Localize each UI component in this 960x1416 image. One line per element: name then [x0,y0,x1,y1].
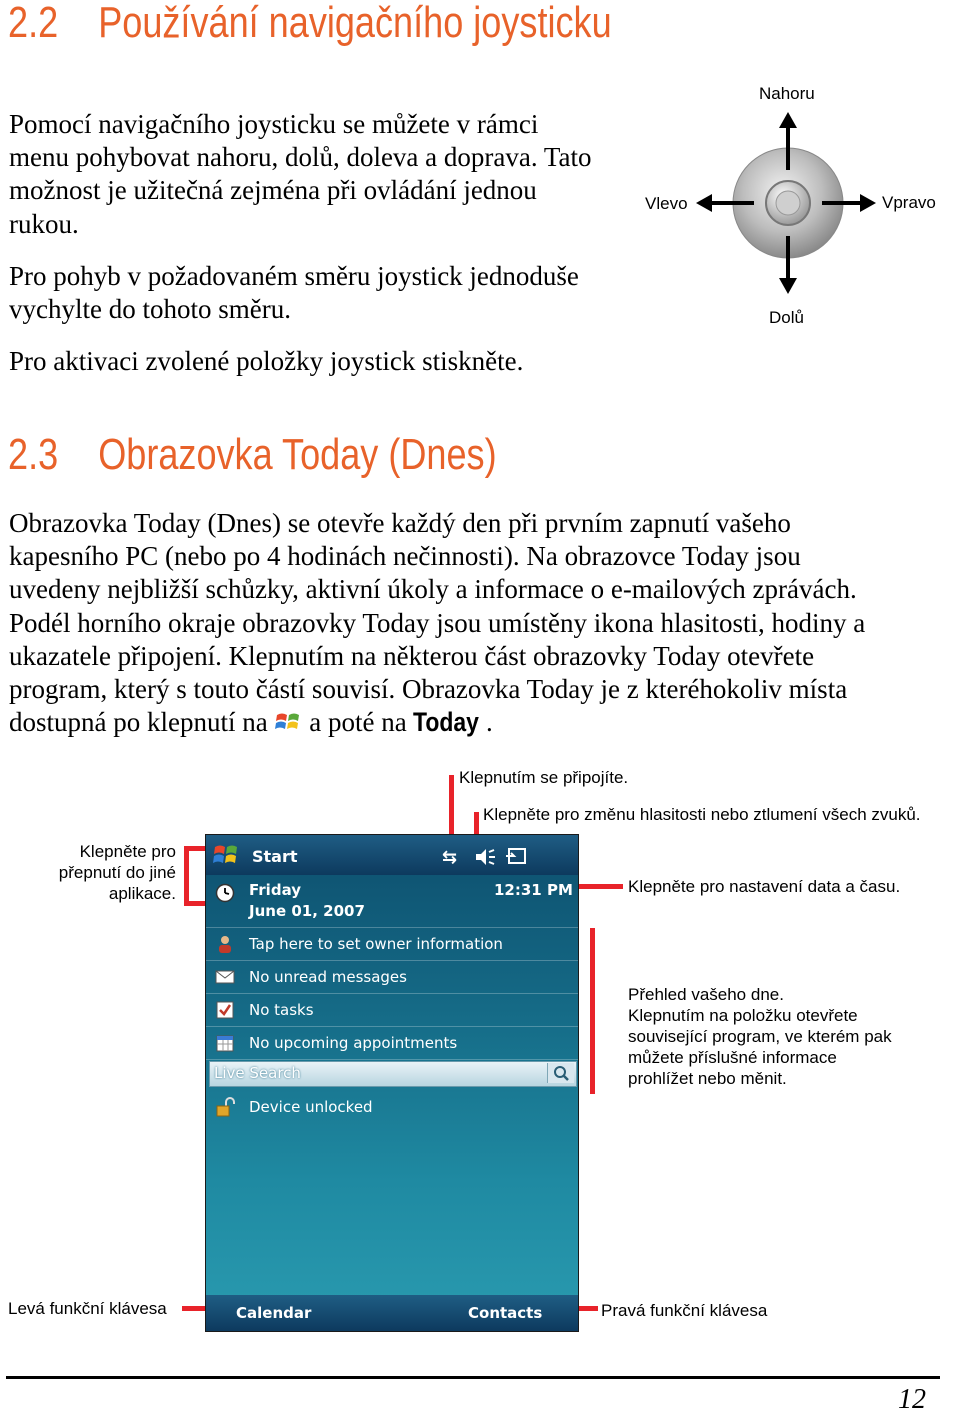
joystick-up-label: Nahoru [759,84,815,103]
text-line: aplikace. [108,884,176,903]
title-bar [206,835,578,875]
callout-datetime: Klepněte pro nastavení data a času. [628,877,901,896]
section-title: Obrazovka Today (Dnes) [98,430,497,479]
email-icon [215,967,235,987]
text-line: uvedeny nejbližší schůzky, aktivní úkoly a informace o e-mailových zprávách. [9,574,857,605]
today-bold-label: Today [413,707,480,738]
text-line: Klepněte pro [79,842,176,861]
section-number: 2.3 [8,430,59,479]
text-fragment: a poté na [309,707,407,738]
callout-right-softkey: Pravá funkční klávesa [601,1301,768,1320]
tasks-row[interactable] [206,994,578,1027]
live-search-label: Live Search [214,1064,301,1082]
softkey-calendar[interactable]: Calendar [236,1304,312,1322]
joystick-diagram [640,78,960,338]
lock-icon [215,1097,235,1117]
text-line: kapesního PC (nebo po 4 hodinách nečinnosti). Na obrazovce Today jsou [9,541,801,572]
today-paragraph [9,507,865,739]
section-heading-2-3 [8,430,497,480]
messages-text: No unread messages [249,968,407,986]
windows-start-icon [274,709,302,735]
callout-left-softkey: Levá funkční klávesa [8,1299,167,1318]
ok-close-icon[interactable] [504,846,528,866]
text-line: Pro pohyb v požadovaném směru joystick jednoduše [9,261,579,291]
text-line: prohlížet nebo měnit. [628,1069,787,1088]
text-line: ukazatele připojení. Klepnutím na některou část obrazovky Today otevřete [9,640,815,671]
callout-line-overview [590,928,595,1094]
text-fragment: . [485,707,493,738]
tasks-text: No tasks [249,1001,314,1019]
joystick-left-label: Vlevo [645,194,688,213]
connectivity-icon[interactable]: ⇆ [442,847,458,868]
time-label[interactable]: 12:31 PM [494,881,573,899]
date-label: June 01, 2007 [249,902,365,920]
callout-connect: Klepnutím se připojíte. [459,768,629,787]
appointments-row[interactable] [206,1027,578,1060]
tasks-icon [215,1000,235,1020]
section-number: 2.2 [8,0,59,47]
section-heading-2-2 [8,0,612,48]
joystick-activate-paragraph: Pro aktivaci zvolené položky joystick stiskněte. [9,346,524,376]
start-label[interactable]: Start [252,847,298,866]
softkey-bar [206,1295,578,1331]
joystick-intro-paragraph [9,108,591,241]
text-line: související program, ve kterém pak [628,1027,892,1046]
text-line: Obrazovka Today (Dnes) se otevře každý den při prvním zapnutí vašeho [9,508,791,538]
text-line: program, který s touto částí souvisí. Obrazovka Today je z kteréhokoliv místa [9,674,848,705]
calendar-icon [215,1033,235,1053]
callout-overview [628,984,892,1089]
joystick-down-label: Dolů [769,308,804,327]
owner-info-text: Tap here to set owner information [249,935,503,953]
text-line: můžete příslušné informace [628,1048,837,1067]
section-title: Používání navigačního joysticku [98,0,612,47]
text-line: rukou. [9,208,79,239]
footer-rule [6,1376,940,1379]
text-line: možnost je užitečná zejména při ovládání jednou [9,175,537,206]
text-line: menu pohybovat nahoru, dolů, doleva a doprava. Tato [9,142,592,173]
day-label: Friday [249,881,302,899]
text-line: Podél horního okraje obrazovky Today jsou umístěny ikona hlasitosti, hodiny a [9,607,866,638]
live-search-field[interactable] [209,1061,577,1087]
text-line: Přehled vašeho dne. [628,985,784,1004]
text-line: vychylte do tohoto směru. [9,294,291,325]
date-time-row[interactable] [206,875,578,928]
text-line: Klepnutím na položku otevřete [628,1006,858,1025]
softkey-contacts[interactable]: Contacts [468,1304,543,1322]
volume-icon[interactable] [474,847,496,867]
device-lock-row[interactable] [206,1091,578,1123]
messages-row[interactable] [206,961,578,994]
joystick-right-label: Vpravo [882,193,936,212]
text-line: Pomocí navigačního joysticku se můžete v rámci [9,109,539,139]
callout-line-switch-v [184,846,189,906]
owner-info-row[interactable] [206,928,578,961]
page-number: 12 [898,1384,926,1415]
text-line [9,706,865,739]
callout-volume: Klepněte pro změnu hlasitosti nebo ztlumení všech zvuků. [483,805,921,824]
callout-switch-app [38,841,176,904]
text-fragment: dostupná po klepnutí na [9,707,268,738]
appointments-text: No upcoming appointments [249,1034,458,1052]
search-icon[interactable] [547,1063,574,1083]
today-screen-screenshot [205,834,579,1332]
windows-start-icon[interactable] [212,842,240,868]
owner-icon [215,934,235,954]
device-lock-text: Device unlocked [249,1098,373,1116]
text-line: přepnutí do jiné [58,863,176,882]
clock-icon [215,883,235,903]
joystick-move-paragraph [9,260,579,326]
